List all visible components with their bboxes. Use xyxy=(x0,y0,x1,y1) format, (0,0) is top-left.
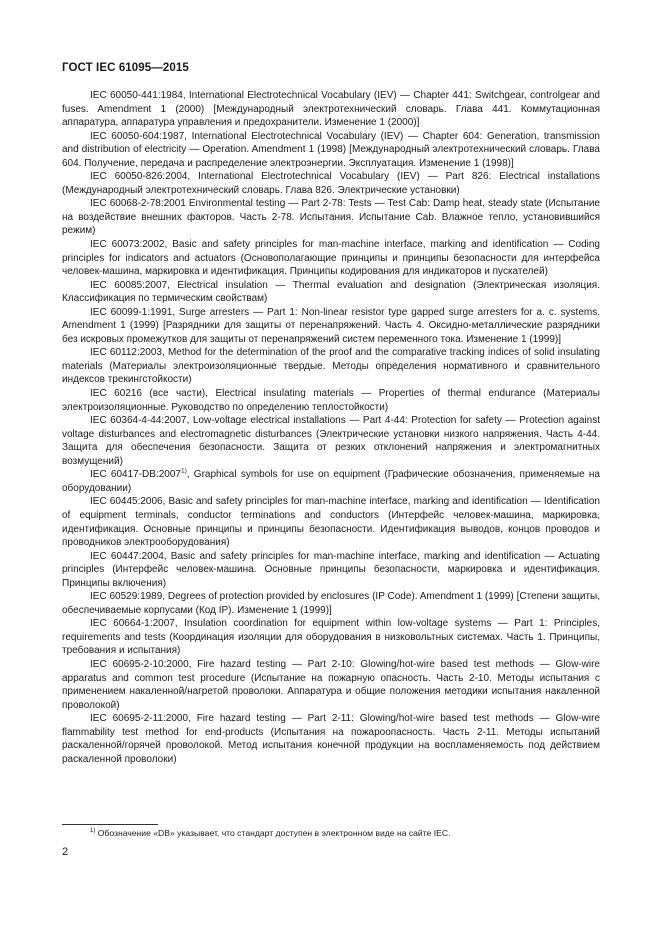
reference-entry: IEC 60050-826:2004, International Electrotechnical Vocabulary (IEV) — Part 826: Electrical installations (Международный электротехнический словарь. Глава 826. Электрические установки) xyxy=(62,171,600,196)
reference-entry: IEC 60447:2004, Basic and safety principles for man-machine interface, marking and identification — Actuating principles (Интерфейс человек-машина. Основные принципы безопасности, маркировка и идентификация. Принципы включения) xyxy=(62,550,600,589)
reference-entry: IEC 60216 (все части), Electrical insulating materials — Properties of thermal endurance (Материалы электроизоляционные. Руководство по определению теплостойкости) xyxy=(62,388,600,413)
reference-code: IEC 60417-DB:2007 xyxy=(90,469,181,481)
reference-entry: IEC 60068-2-78:2001 Environmental testing — Part 2-78: Tests — Test Cab: Damp heat, steady state (Испытание на воздействие внешних факторов. Часть 2-78. Испытания. Испытание Cab. Влажное тепло, установившийся режим) xyxy=(62,198,600,237)
reference-entry-60417 xyxy=(62,468,600,495)
references-list xyxy=(62,89,600,766)
reference-entry: IEC 60073:2002, Basic and safety principles for man-machine interface, marking and identification — Coding principles for indicators and actuators (Основополагающие принципы и принципы безопасности для интерфейса человек-машина, маркировка и идентификация. Принципы кодирования для индикаторов и пускателей) xyxy=(62,239,600,278)
page-header: ГОСТ IEC 61095—2015 xyxy=(62,62,189,74)
reference-entry: IEC 60529:1989, Degrees of protection provided by enclosures (IP Code). Amendment 1 (1999) [Степени защиты, обеспечиваемые корпусами (Код IP). Изменение 1 (1999)] xyxy=(62,591,600,616)
reference-entry: IEC 60050-604:1987, International Electrotechnical Vocabulary (IEV) — Chapter 604: Generation, transmission and distribution of electricity — Operation. Amendment 1 (1998) [Международный электротехнический словарь. Глава 604. Получение, передача и распределение электроэнергии. Эксплуатация. Изменение 1 (1998)] xyxy=(62,130,600,169)
page-number: 2 xyxy=(62,846,69,858)
reference-entry: IEC 60099-1:1991, Surge arresters — Part 1: Non-linear resistor type gapped surge arresters for a. c. systems. Amendment 1 (1999) [Разрядники для защиты от перенапряжений. Часть 4. Оксидно-металлические разрядники без искровых промежутков для защиты от перенапряжений систем переменного тока. Изменение 1 (1999)] xyxy=(62,306,600,345)
footnote-text: Обозначение «DB» указывает, что стандарт доступен в электронном виде на сайте IEC. xyxy=(95,828,451,838)
reference-entry: IEC 60364-4-44:2007, Low-voltage electrical installations — Part 4-44: Protection for safety — Protection against voltage disturbances and electromagnetic disturbances (Электрические установки низкого напряжения. Часть 4-44. Защита для обеспечения безопасности. Защита от резких отклонений напряжения и электромагнитных возмущений) xyxy=(62,415,600,467)
reference-entry: IEC 60695-2-11:2000, Fire hazard testing — Part 2-11: Glowing/hot-wire based test methods — Glow-wire flammability test method for end-products (Испытания на пожароопасность. Часть 2-11. Методы испытаний раскаленной/горячей проволокой. Метод испытания конечной продукции на воспламеняемость под действием раскаленной проволоки) xyxy=(62,713,600,765)
reference-entry: IEC 60085:2007, Electrical insulation — Thermal evaluation and designation (Электрическая изоляция. Классификация по термическим свойствам) xyxy=(62,279,600,305)
footnote-reference: 1) xyxy=(180,467,187,475)
reference-title: , Graphical symbols for use on equipment (Графические обозначения, применяемые на оборудовании) xyxy=(62,469,600,494)
reference-entry: IEC 60664-1:2007, Insulation coordination for equipment within low-voltage systems — Part 1: Principles, requirements and tests (Координация изоляции для оборудования в низковольтных системах. Часть 1. Принципы, требования и испытания) xyxy=(62,618,600,657)
footnote-marker: 1) xyxy=(90,828,96,835)
reference-entry: IEC 60050-441:1984, International Electrotechnical Vocabulary (IEV) — Chapter 441: Switchgear, controlgear and fuses. Amendment 1 (2000) [Международный электротехнический словарь. Глава 441. Коммутационная аппаратура, аппаратура управления и предохранители. Изменение 1 (2000)] xyxy=(62,90,600,129)
reference-entry: IEC 60445:2006, Basic and safety principles for man-machine interface, marking and identification — Identification of equipment terminals, conductor terminations and conductors (Интерфейс человек-машина, маркировка, идентификация. Основные принципы и принципы безопасности. Идентификация выводов, концов проводов и проводников электрооборудования) xyxy=(62,496,600,549)
footnote-divider xyxy=(62,824,158,825)
footnote xyxy=(62,828,600,839)
reference-entry: IEC 60695-2-10:2000, Fire hazard testing — Part 2-10: Glowing/hot-wire based test methods — Glow-wire apparatus and common test procedure (Испытание на пожарную опасность. Часть 2-10. Методы испытания с применением накаленной/нагретой проволоки. Аппаратура и общие положения методики испытания накаленной проволокой) xyxy=(62,658,600,711)
reference-entry: IEC 60112:2003, Method for the determination of the proof and the comparative tracking indices of solid insulating materials (Материалы электроизоляционные твердые. Методы определения нормативного и сравнительного индексов трекингстойкости) xyxy=(62,347,600,386)
